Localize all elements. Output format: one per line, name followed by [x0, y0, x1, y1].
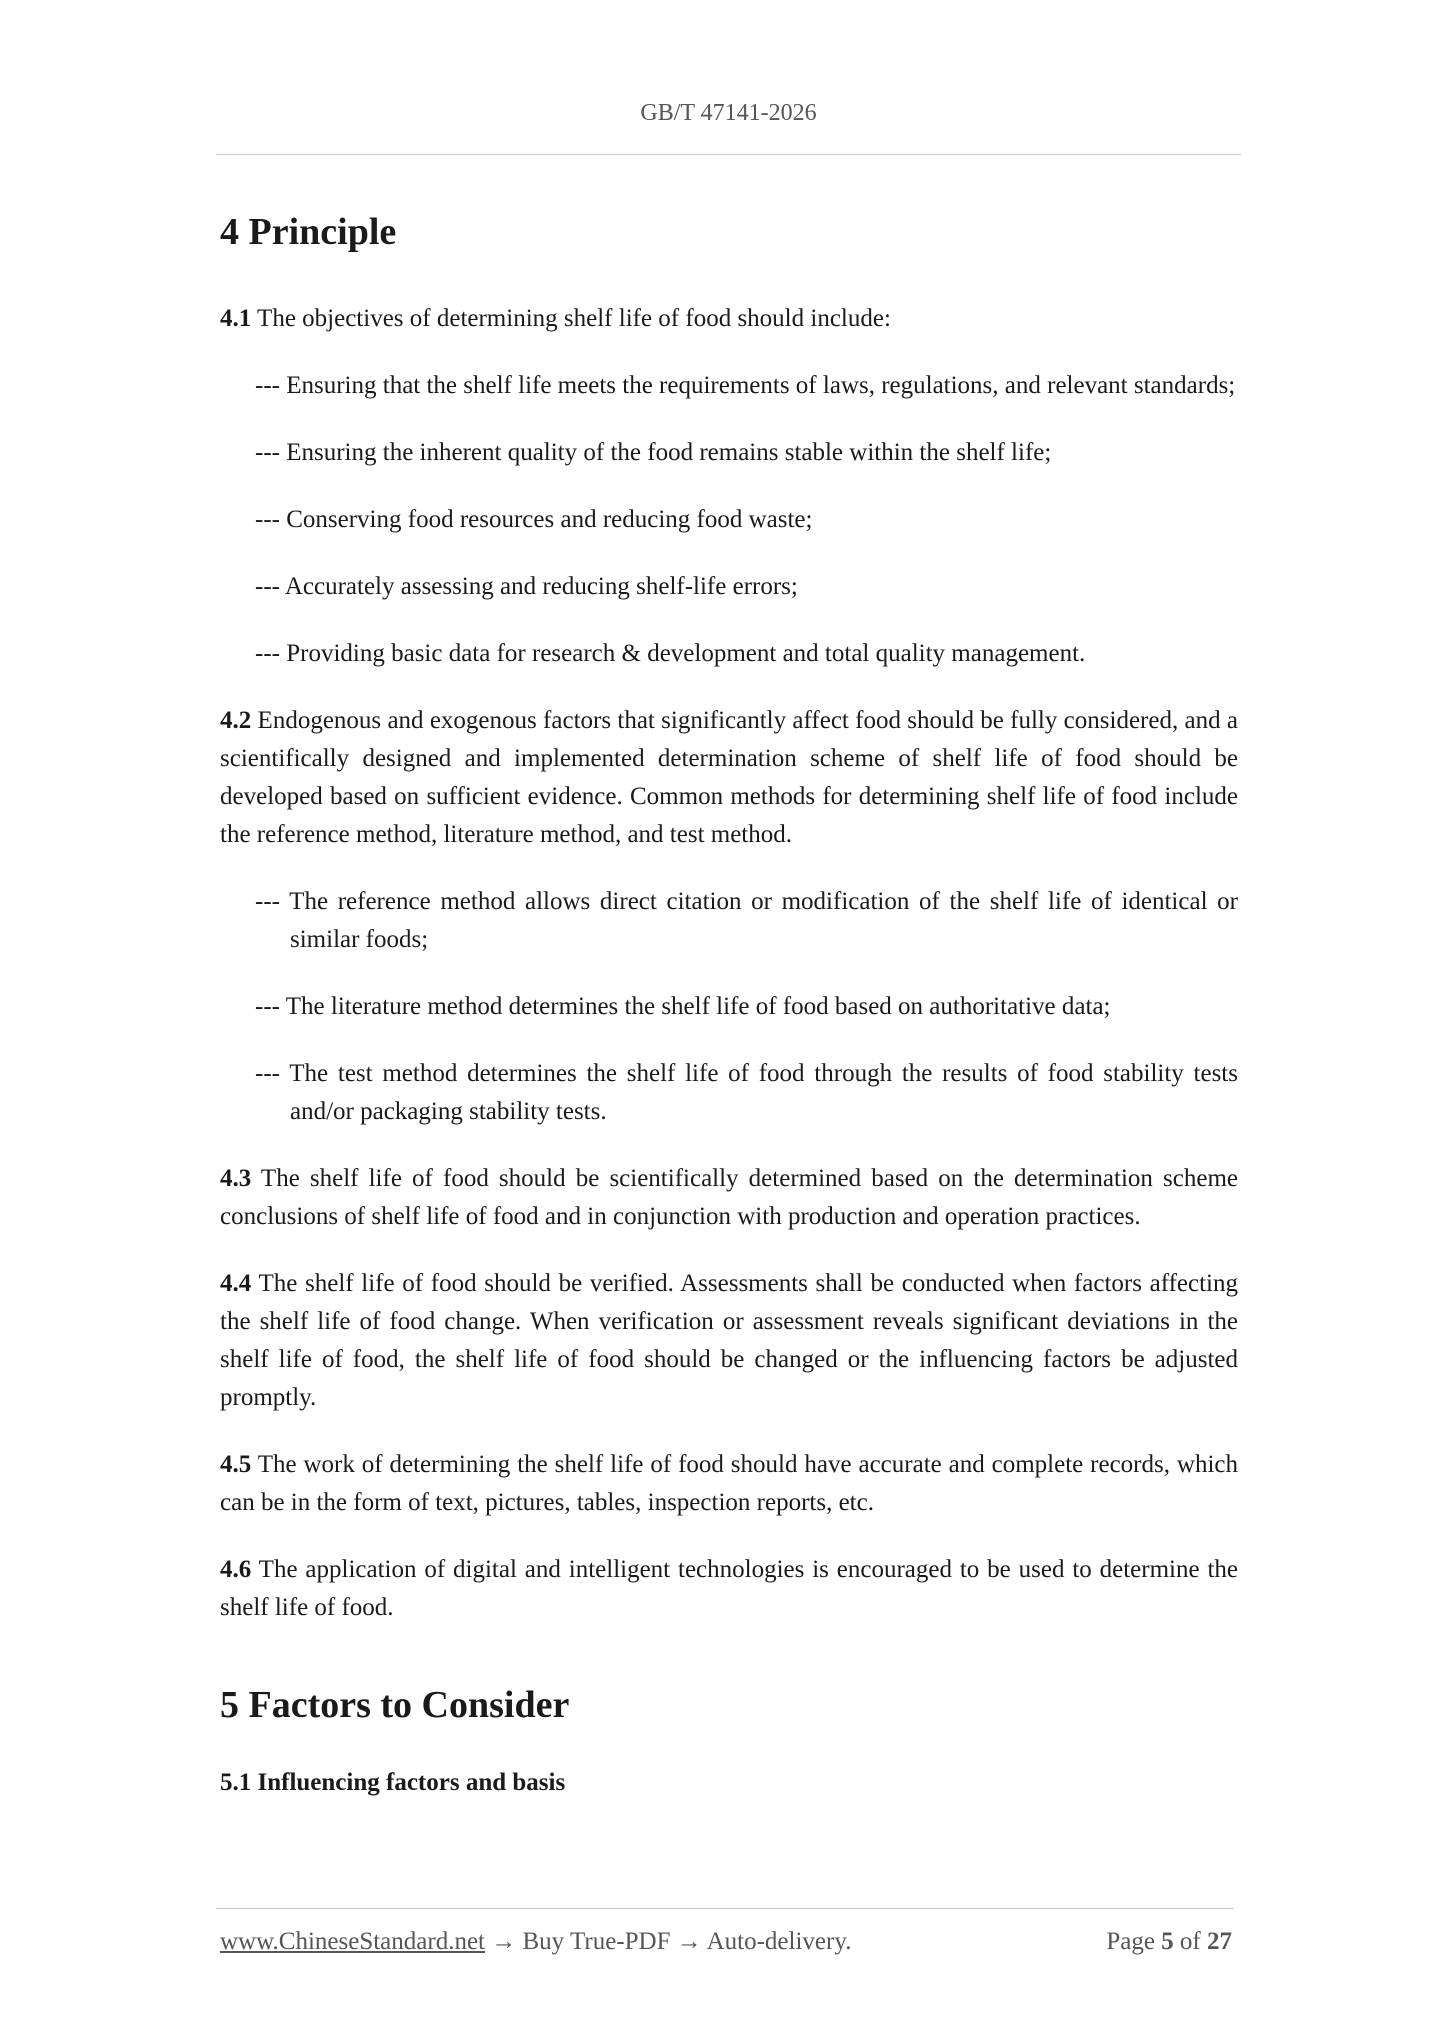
- clause-number: 4.3: [220, 1164, 252, 1192]
- of-label: of: [1173, 1928, 1207, 1955]
- clause-4-4: [220, 1265, 1238, 1417]
- clause-4-3: [220, 1160, 1238, 1236]
- page-body: [220, 210, 1238, 1802]
- list-item: --- Providing basic data for research & development and total quality management.: [255, 639, 1086, 667]
- section-5-title: 5 Factors to Consider: [220, 1683, 570, 1726]
- list-item: --- The test method determines the shelf life of food through the results of food stability tests and/or packaging stability tests.: [255, 1059, 1238, 1125]
- clause-text: The work of determining the shelf life of food should have accurate and complete records, which can be in the form of text, pictures, tables, inspection reports, etc.: [220, 1450, 1238, 1516]
- page-label: Page: [1106, 1928, 1162, 1955]
- current-page-number: 5: [1161, 1928, 1174, 1955]
- list-item: --- The reference method allows direct citation or modification of the shelf life of identical or similar foods;: [255, 887, 1238, 953]
- header-divider: [216, 154, 1241, 155]
- footer-divider: [216, 1908, 1234, 1909]
- list-item: --- Ensuring the inherent quality of the food remains stable within the shelf life;: [255, 438, 1052, 466]
- list-item: --- Conserving food resources and reducing food waste;: [255, 505, 813, 533]
- clause-4-6: [220, 1551, 1238, 1627]
- clause-number: 4.4: [220, 1269, 252, 1297]
- clause-text: The objectives of determining shelf life of food should include:: [251, 304, 891, 332]
- clause-4-5: [220, 1446, 1238, 1522]
- clause-text: The application of digital and intelligent technologies is encouraged to be used to determine the shelf life of food.: [220, 1555, 1238, 1621]
- list-item: --- Accurately assessing and reducing shelf-life errors;: [255, 572, 798, 600]
- clause-number: 4.2: [220, 706, 252, 734]
- footer-promo: [220, 1928, 851, 1956]
- list-item: --- Ensuring that the shelf life meets the requirements of laws, regulations, and relevant standards;: [255, 371, 1236, 399]
- page-footer: [220, 1928, 1232, 1956]
- website-link[interactable]: www.ChineseStandard.net: [220, 1928, 485, 1955]
- clause-number: 4.5: [220, 1450, 252, 1478]
- clause-4-2: [220, 702, 1238, 854]
- footer-tagline: → Buy True-PDF → Auto-delivery.: [485, 1928, 852, 1955]
- total-page-count: 27: [1207, 1928, 1232, 1955]
- methods-list: [220, 883, 1238, 1131]
- clause-number: 4.6: [220, 1555, 252, 1583]
- objectives-list: [220, 367, 1238, 673]
- clause-number: 4.1: [220, 304, 252, 332]
- section-4-title: 4 Principle: [220, 211, 397, 253]
- page-indicator: [1106, 1928, 1232, 1956]
- clause-4-1: [220, 300, 1238, 338]
- subsection-5-1-title: 5.1 Influencing factors and basis: [220, 1769, 566, 1797]
- list-item: --- The literature method determines the shelf life of food based on authoritative data;: [255, 992, 1111, 1020]
- clause-text: The shelf life of food should be scientifically determined based on the determination scheme conclusions of shelf life of food and in conjunction with production and operation practices.: [220, 1164, 1238, 1230]
- document-id-header: GB/T 47141-2026: [640, 100, 817, 126]
- clause-text: The shelf life of food should be verified. Assessments shall be conducted when factors affecting the shelf life of food change. When verification or assessment reveals significant deviations in the shelf life of food, the shelf life of food should be changed or the influencing factors be adjusted promptly.: [220, 1269, 1238, 1411]
- clause-text: Endogenous and exogenous factors that significantly affect food should be fully considered, and a scientifically designed and implemented determination scheme of shelf life of food should be developed based on sufficient evidence. Common methods for determining shelf life of food include the reference method, literature method, and test method.: [220, 706, 1238, 848]
